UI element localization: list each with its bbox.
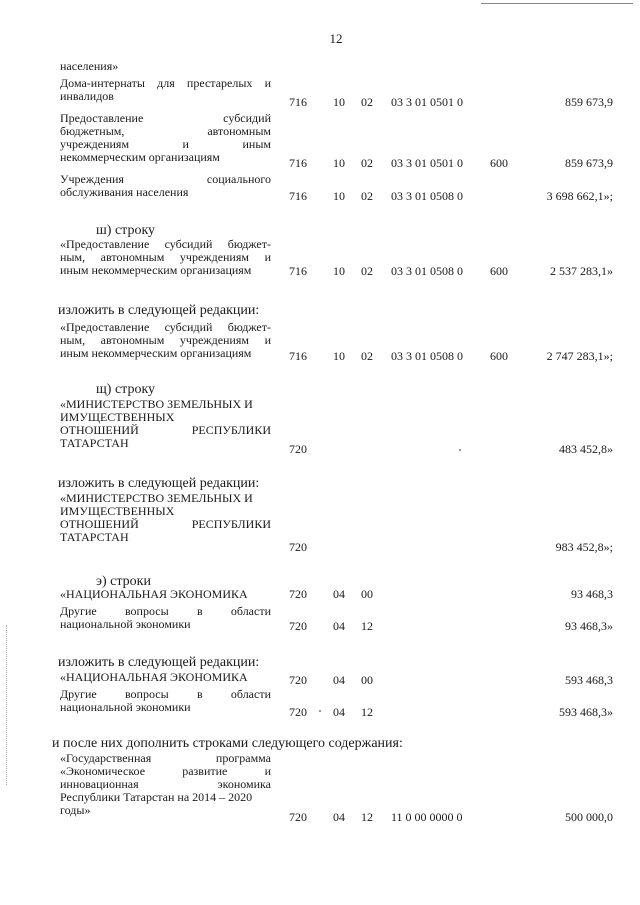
row-desc: «НАЦИОНАЛЬНАЯ ЭКОНОМИКА — [60, 670, 248, 684]
cell-ved: 720 — [289, 810, 307, 824]
row-desc: «Государственная программа «Экономическое развитие и инновационная экономика Республики Татарстан на 2014 – 2020 годы» — [60, 751, 271, 817]
section-heading: изложить в следующей редакции: — [58, 476, 260, 491]
cell-vr: 600 — [490, 349, 508, 363]
cell-sum: 93 468,3 — [571, 587, 613, 601]
desc-tail: населения» — [60, 59, 119, 73]
scan-edge-line — [481, 3, 633, 4]
page-number: 12 — [329, 31, 343, 46]
cell-cs: 03 3 01 0501 0 — [391, 95, 463, 109]
cell-pr: 12 — [361, 810, 373, 824]
cell-pr: 12 — [361, 619, 373, 633]
cell-sum: 593 468,3 — [565, 673, 613, 687]
cell-sum: 93 468,3» — [565, 619, 613, 633]
cell-rz: 10 — [333, 156, 345, 170]
cell-sum: 3 698 662,1»; — [546, 189, 613, 203]
cell-sum: 593 468,3» — [559, 705, 613, 719]
section-heading: изложить в следующей редакции: — [58, 303, 260, 318]
section-heading: щ) строку — [96, 382, 156, 397]
cell-pr: 00 — [361, 587, 373, 601]
cell-rz: 04 — [333, 587, 345, 601]
cell-rz: 04 — [333, 673, 345, 687]
scan-speck — [459, 449, 461, 451]
cell-vr: 600 — [490, 264, 508, 278]
section-heading: и после них дополнить строками следующего содержания: — [52, 736, 403, 751]
row-desc: «Предоставление субсидий бюджет- ным, автономным учреждениям и иным некоммерческим организациям — [60, 320, 271, 360]
cell-pr: 02 — [361, 156, 373, 170]
cell-rz: 04 — [333, 619, 345, 633]
cell-pr: 02 — [361, 189, 373, 203]
cell-pr: 02 — [361, 95, 373, 109]
cell-pr: 12 — [361, 705, 373, 719]
cell-cs: 11 0 00 0000 0 — [391, 810, 463, 824]
cell-rz: 10 — [333, 264, 345, 278]
cell-vr: 600 — [490, 156, 508, 170]
cell-sum: 859 673,9 — [565, 156, 613, 170]
cell-sum: 483 452,8» — [559, 442, 613, 456]
row-desc: «Предоставление субсидий бюджет- ным, автономным учреждениям и иным некоммерческим организациям — [60, 237, 271, 277]
cell-cs: 03 3 01 0508 0 — [391, 189, 463, 203]
cell-pr: 02 — [361, 264, 373, 278]
section-heading: э) строки — [96, 574, 151, 589]
cell-sum: 500 000,0 — [565, 810, 613, 824]
cell-cs: 03 3 01 0508 0 — [391, 349, 463, 363]
row-desc: Учреждения социального обслуживания населения — [60, 172, 271, 199]
row-desc: Другие вопросы в области национальной экономики — [60, 687, 271, 714]
cell-ved: 716 — [289, 156, 307, 170]
cell-sum: 2 747 283,1»; — [546, 349, 613, 363]
cell-ved: 720 — [289, 587, 307, 601]
row-desc: «МИНИСТЕРСТВО ЗЕМЕЛЬНЫХ И ИМУЩЕСТВЕННЫХ ОТНОШЕНИЙ РЕСПУБЛИКИ ТАТАРСТАН — [60, 397, 271, 450]
row-desc: Дома-интернаты для престарелых и инвалидов — [60, 76, 271, 103]
cell-sum: 2 537 283,1» — [550, 264, 613, 278]
cell-sum: 983 452,8»; — [555, 540, 613, 554]
cell-ved: 716 — [289, 264, 307, 278]
cell-rz: 04 — [333, 705, 345, 719]
cell-cs: 03 3 01 0508 0 — [391, 264, 463, 278]
cell-rz: 04 — [333, 810, 345, 824]
section-heading: изложить в следующей редакции: — [58, 655, 260, 670]
row-desc: Другие вопросы в области национальной экономики — [60, 604, 271, 631]
cell-ved: 716 — [289, 349, 307, 363]
cell-ved: 716 — [289, 189, 307, 203]
row-desc: «НАЦИОНАЛЬНАЯ ЭКОНОМИКА — [60, 587, 248, 601]
cell-ved: 720 — [289, 619, 307, 633]
scan-edge-mark — [6, 625, 7, 785]
cell-ved: 716 — [289, 95, 307, 109]
cell-ved: 720 — [289, 673, 307, 687]
cell-pr: 02 — [361, 349, 373, 363]
row-desc: Предоставление субсидий бюджетным, автономным учреждениям и иным некоммерческим организациям — [60, 111, 271, 164]
cell-rz: 10 — [333, 95, 345, 109]
cell-cs: 03 3 01 0501 0 — [391, 156, 463, 170]
scan-speck — [319, 710, 321, 712]
cell-ved: 720 — [289, 540, 307, 554]
section-heading: ш) строку — [96, 223, 156, 238]
cell-rz: 10 — [333, 189, 345, 203]
cell-ved: 720 — [289, 442, 307, 456]
cell-sum: 859 673,9 — [565, 95, 613, 109]
cell-pr: 00 — [361, 673, 373, 687]
cell-ved: 720 — [289, 705, 307, 719]
row-desc: «МИНИСТЕРСТВО ЗЕМЕЛЬНЫХ И ИМУЩЕСТВЕННЫХ ОТНОШЕНИЙ РЕСПУБЛИКИ ТАТАРСТАН — [60, 491, 271, 544]
cell-rz: 10 — [333, 349, 345, 363]
